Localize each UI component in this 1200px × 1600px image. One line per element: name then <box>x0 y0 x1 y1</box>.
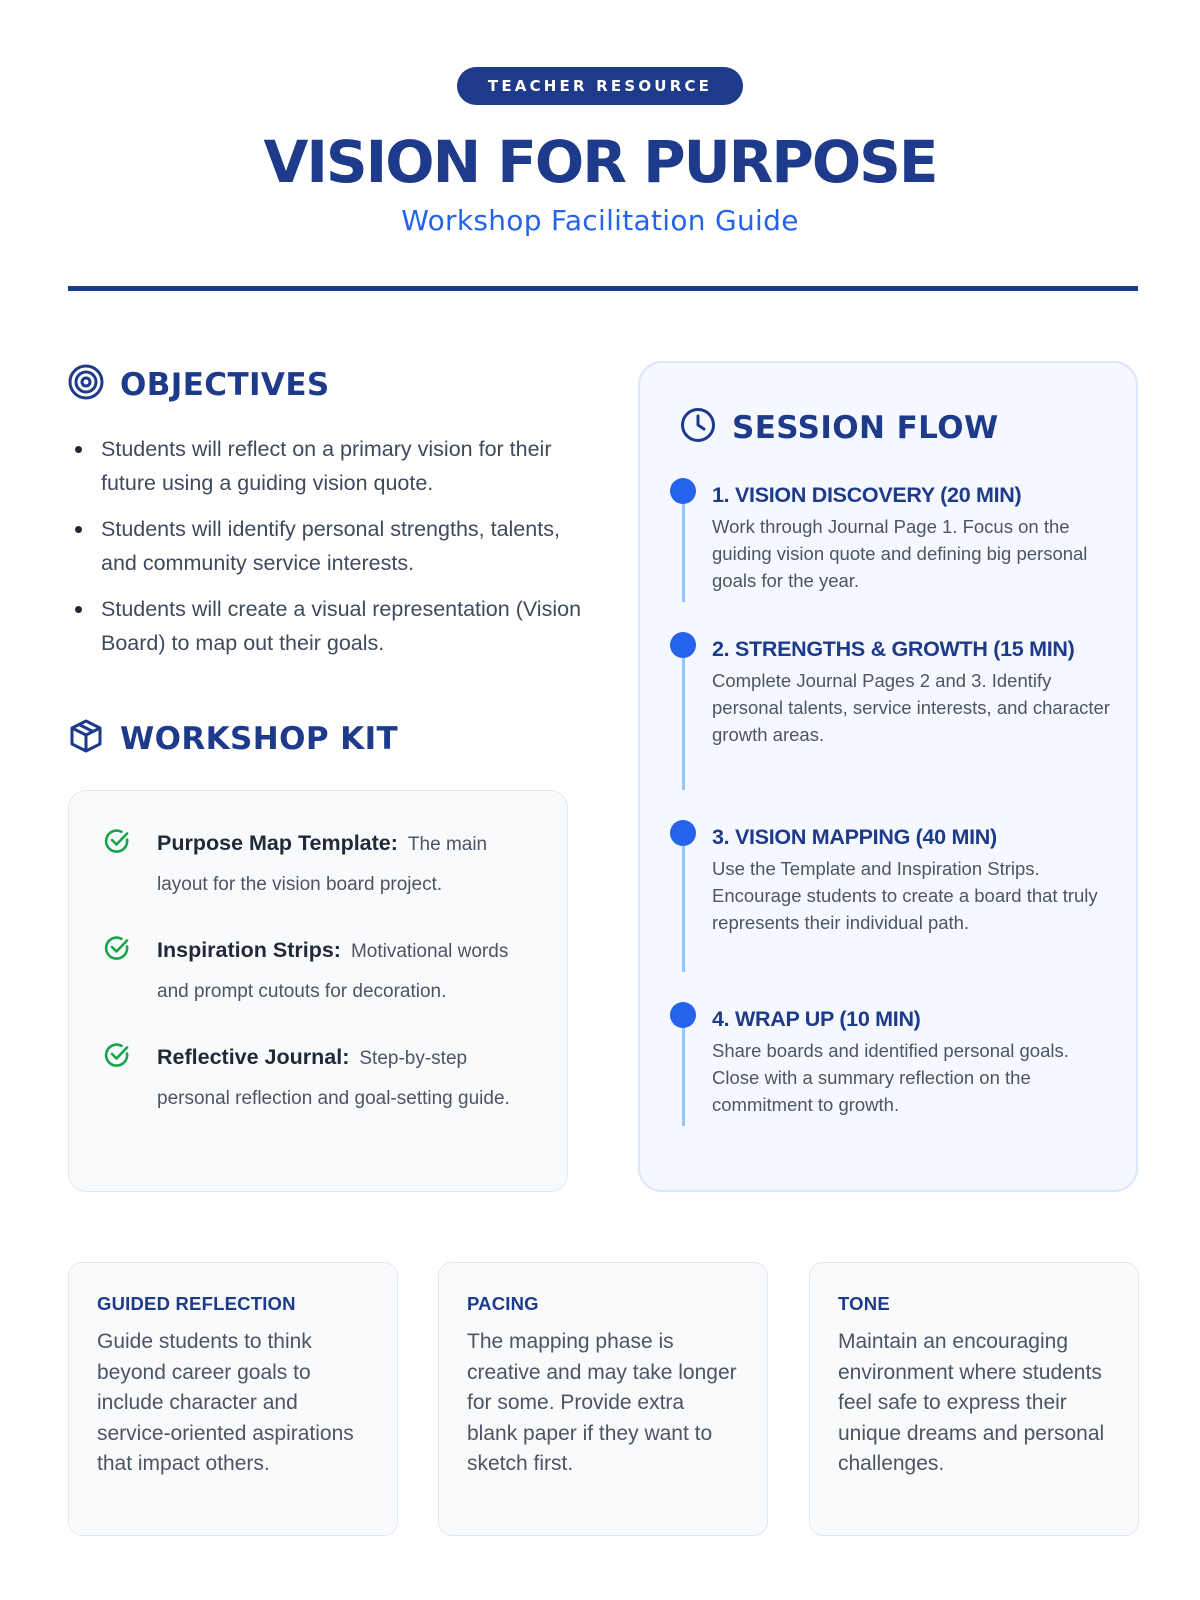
flow-step <box>670 820 1110 936</box>
check-circle-icon <box>103 934 131 967</box>
session-flow-heading-label: SESSION FLOW <box>732 409 999 446</box>
flow-step-title: 2. STRENGTHS & GROWTH (15 MIN) <box>712 637 1075 661</box>
objectives-heading-label: OBJECTIVES <box>120 366 330 403</box>
tip-body: The mapping phase is creative and may take longer for some. Provide extra blank paper if they want to sketch first. <box>467 1330 737 1475</box>
tip-card-pacing <box>438 1262 768 1536</box>
clock-icon <box>680 407 716 448</box>
kit-item-title: Inspiration Strips: <box>157 938 341 962</box>
kit-item-reflective-journal <box>103 1037 543 1119</box>
timeline-line <box>682 846 685 972</box>
box-icon <box>68 718 104 759</box>
check-circle-icon <box>103 1041 131 1074</box>
timeline-line <box>682 1028 685 1126</box>
list-item: Students will create a visual representation (Vision Board) to map out their goals. <box>68 592 588 660</box>
timeline-line <box>682 504 685 602</box>
flow-step <box>670 632 1110 748</box>
kit-item-desc: Step-by-step personal reflection and goal-setting guide. <box>157 1048 510 1109</box>
workshop-kit-heading-label: WORKSHOP KIT <box>120 720 399 757</box>
flow-step-title: 4. WRAP UP (10 MIN) <box>712 1007 921 1031</box>
flow-step-title: 1. VISION DISCOVERY (20 MIN) <box>712 483 1022 507</box>
page-title: VISION FOR PURPOSE <box>263 128 937 196</box>
tip-body: Maintain an encouraging environment where students feel safe to express their unique dreams and personal challenges. <box>838 1330 1105 1475</box>
tip-card-tone <box>809 1262 1139 1536</box>
kit-item-desc: The main layout for the vision board project. <box>157 834 488 895</box>
timeline-dot <box>670 632 696 658</box>
tip-card-guided-reflection <box>68 1262 398 1536</box>
objectives-list <box>68 432 588 672</box>
tip-heading: PACING <box>467 1293 539 1314</box>
header-badge-wrap <box>0 67 1200 105</box>
page-subtitle: Workshop Facilitation Guide <box>401 204 799 237</box>
kit-item-inspiration-strips <box>103 930 543 1012</box>
flow-step-desc: Complete Journal Pages 2 and 3. Identify personal talents, service interests, and character growth areas. <box>712 670 1110 745</box>
objectives-heading <box>68 364 330 405</box>
check-circle-icon <box>103 827 131 860</box>
timeline-dot <box>670 1002 696 1028</box>
session-flow-heading <box>680 407 999 448</box>
timeline-line <box>682 658 685 790</box>
timeline-dot <box>670 820 696 846</box>
flow-step <box>670 1002 1110 1118</box>
list-item: Students will reflect on a primary vision for their future using a guiding vision quote. <box>68 432 588 500</box>
workshop-kit-card <box>68 790 568 1192</box>
tip-heading: TONE <box>838 1293 890 1314</box>
tip-body: Guide students to think beyond career goals to include character and service-oriented aspirations that impact others. <box>97 1330 354 1475</box>
flow-step-title: 3. VISION MAPPING (40 MIN) <box>712 825 997 849</box>
flow-step-desc: Work through Journal Page 1. Focus on the guiding vision quote and defining big personal goals for the year. <box>712 516 1088 591</box>
flow-step-desc: Share boards and identified personal goals. Close with a summary reflection on the commitment to growth. <box>712 1040 1069 1115</box>
list-item: Students will identify personal strengths, talents, and community service interests. <box>68 512 588 580</box>
flow-step <box>670 478 1110 594</box>
kit-item-title: Reflective Journal: <box>157 1045 350 1069</box>
kit-item-desc: Motivational words and prompt cutouts for decoration. <box>157 941 509 1002</box>
flow-step-desc: Use the Template and Inspiration Strips. Encourage students to create a board that truly represents their individual path. <box>712 858 1098 933</box>
session-flow-card <box>638 361 1138 1192</box>
teacher-resource-badge: TEACHER RESOURCE <box>457 67 743 105</box>
target-icon <box>68 364 104 405</box>
tip-heading: GUIDED REFLECTION <box>97 1293 296 1314</box>
kit-item-title: Purpose Map Template: <box>157 831 398 855</box>
workshop-kit-heading <box>68 718 398 759</box>
kit-item-purpose-map <box>103 823 543 905</box>
timeline-dot <box>670 478 696 504</box>
header-divider <box>68 286 1138 291</box>
